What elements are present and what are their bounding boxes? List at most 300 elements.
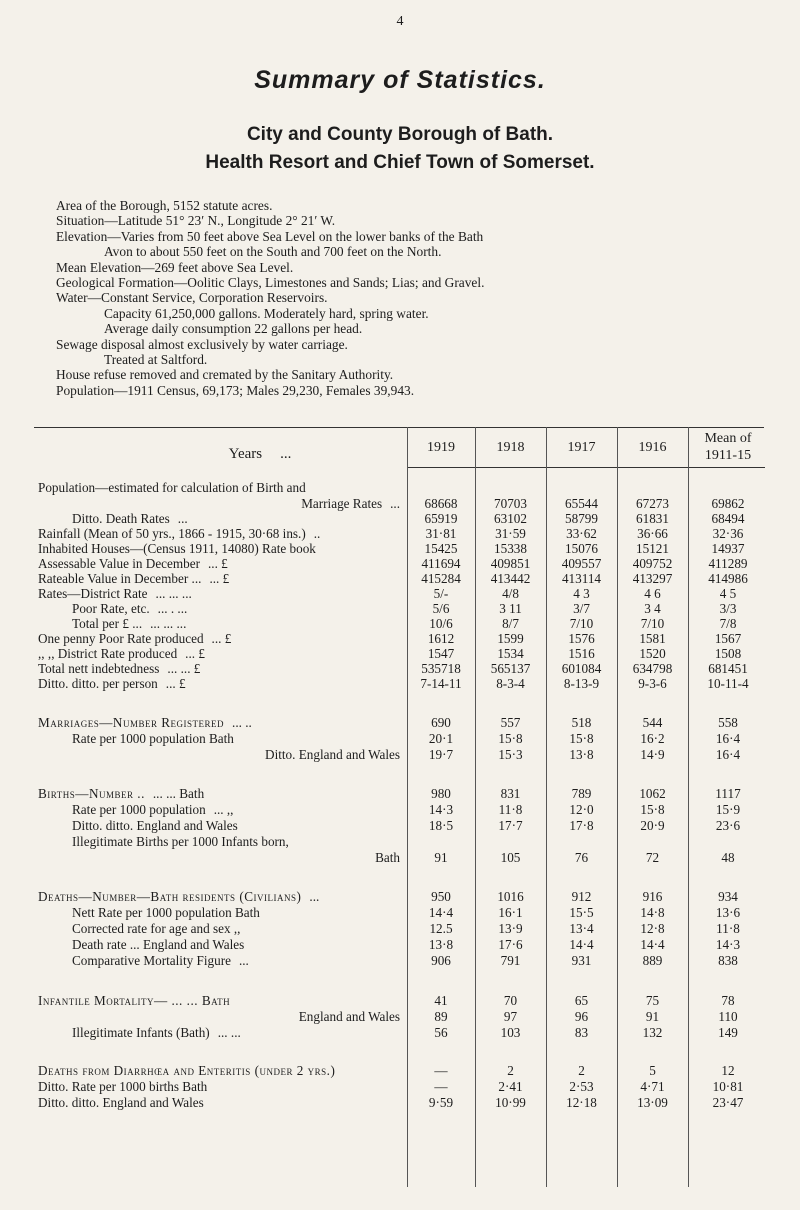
table-cell: 690 [431, 715, 451, 730]
table-cell: 75 [645, 993, 660, 1008]
table-row [0, 1079, 800, 1095]
intro-line: Area of the Borough, 5152 statute acres. [56, 198, 273, 213]
table-cell: 14·4 [428, 905, 454, 920]
table-row [0, 526, 800, 542]
table-cell: 63102 [494, 511, 527, 526]
row-label [38, 480, 400, 496]
table-cell: 889 [642, 953, 663, 968]
table-row [0, 802, 800, 818]
row-label-dots: ... £ [207, 556, 228, 571]
row-label [38, 661, 400, 677]
table-cell: 70703 [494, 496, 527, 511]
row-label-dots: ... £ [209, 571, 230, 586]
table-cell: 89 [434, 1009, 448, 1024]
row-label-dots: ... ... ... [150, 616, 187, 631]
table-cell: 20·1 [428, 731, 454, 746]
table-cell: 96 [574, 1009, 589, 1024]
table-cell: 9-3-6 [638, 676, 667, 691]
table-cell: 16·1 [498, 905, 523, 920]
table-cell: 14·4 [640, 937, 665, 952]
table-row [0, 1025, 800, 1041]
row-label-dots: ... [390, 496, 400, 511]
intro-line: Situation—Latitude 51° 23′ N., Longitude 2° 21′ W. [56, 213, 336, 229]
table-cell: 61831 [636, 511, 669, 526]
table-cell: 1567 [714, 631, 742, 646]
row-label-dots: ... ... [217, 1025, 241, 1040]
table-cell: 65544 [565, 496, 598, 511]
table-row [0, 747, 800, 763]
table-cell: 23·6 [715, 818, 741, 833]
row-label-text: Deaths—Number—Bath residents (Civilians) [38, 889, 302, 904]
table-cell: 18·5 [428, 818, 454, 833]
row-label-text: Poor Rate, etc. [72, 601, 150, 616]
intro-line: Population—1911 Census, 69,173; Males 29,230, Females 39,943. [56, 382, 415, 398]
table-cell: 15·8 [498, 731, 523, 746]
table-cell: 68494 [711, 511, 745, 526]
table-row [0, 631, 800, 647]
row-label-text: Corrected rate for age and sex ,, [72, 921, 241, 936]
row-label-text: One penny Poor Rate produced [38, 631, 204, 646]
row-label [38, 818, 400, 834]
table-cell: 557 [500, 715, 521, 730]
table-cell: 535718 [421, 661, 461, 676]
table-cell: 931 [571, 953, 592, 968]
row-label [38, 1095, 400, 1111]
table-cell: 12·8 [640, 921, 665, 936]
table-cell: 83 [574, 1025, 589, 1040]
table-row [0, 1041, 800, 1057]
table-cell: 1117 [715, 786, 741, 801]
table-cell: 16·2 [640, 731, 665, 746]
table-cell: 23·47 [712, 1095, 744, 1110]
table-cell: 5/6 [432, 601, 450, 616]
row-label-text: Comparative Mortality Figure [72, 953, 231, 968]
table-cell: 415284 [421, 571, 461, 586]
row-label [38, 541, 400, 557]
table-cell: 10-11-4 [707, 676, 749, 691]
row-label [38, 715, 400, 731]
table-row [0, 496, 800, 512]
table-row [0, 571, 800, 587]
row-label [38, 676, 400, 692]
row-label-dots: .. [313, 526, 321, 541]
table-cell: 980 [431, 786, 451, 801]
table-row [0, 1063, 800, 1079]
table-cell: 14·8 [640, 905, 665, 920]
table-cell: 413114 [561, 571, 602, 586]
row-label [38, 731, 400, 747]
table-cell: 838 [718, 953, 738, 968]
table-row [0, 1009, 800, 1025]
table-top-rule [34, 427, 764, 428]
row-label-text: Deaths from Diarrhœa and Enteritis (under 2 yrs.) [38, 1063, 336, 1078]
table-cell: 58799 [565, 511, 598, 526]
table-row [0, 818, 800, 834]
intro-line: Avon to about 550 feet on the South and 700 feet on the North. [104, 244, 442, 260]
table-cell: 70 [503, 993, 518, 1008]
row-label-text: Total nett indebtedness [38, 661, 160, 676]
table-cell: 14·4 [569, 937, 594, 952]
table-row [0, 993, 800, 1009]
row-label-text: Rates—District Rate [38, 586, 148, 601]
table-cell: 2·41 [498, 1079, 523, 1094]
table-cell: 5/- [433, 586, 449, 601]
intro-line: Sewage disposal almost exclusively by water carriage. [56, 336, 348, 352]
table-row [0, 646, 800, 662]
row-label-dots: ... [238, 953, 249, 968]
years-label: Years [228, 446, 263, 462]
table-cell: 1547 [427, 646, 455, 661]
row-label-dots: ... £ [185, 646, 205, 661]
table-cell: 409557 [561, 556, 602, 571]
table-row [0, 731, 800, 747]
row-label-dots: ... [309, 889, 320, 904]
table-cell: 13·4 [569, 921, 594, 936]
table-cell: 12.5 [429, 921, 453, 936]
table-row [0, 715, 800, 731]
row-label-text: Births—Number .. [38, 786, 145, 801]
table-cell: 409752 [632, 556, 673, 571]
table-row [0, 953, 800, 969]
table-row [0, 691, 800, 707]
row-label-text: Rate per 1000 population [72, 802, 206, 817]
row-label [38, 834, 400, 850]
table-cell: 17·6 [498, 937, 523, 952]
table-cell: 8/7 [502, 616, 519, 631]
row-label-dots: ... . ... [157, 601, 188, 616]
row-label [38, 889, 400, 905]
table-cell: 916 [642, 889, 663, 904]
table-cell: 15·8 [640, 802, 665, 817]
table-row [0, 1095, 800, 1111]
table-cell: 4/8 [502, 586, 519, 601]
table-row [0, 762, 800, 778]
table-cell: 16·4 [715, 731, 741, 746]
row-label-text: Ditto. ditto. England and Wales [72, 818, 238, 833]
table-cell: 56 [434, 1025, 448, 1040]
table-cell: 4 5 [719, 586, 737, 601]
row-label-dots: ... £ [165, 676, 186, 691]
table-cell: 132 [642, 1025, 663, 1040]
table-cell: 91 [645, 1009, 660, 1024]
table-cell: 13·9 [498, 921, 523, 936]
row-label-dots: ... ,, [213, 802, 234, 817]
row-label [38, 646, 400, 662]
table-cell: 413297 [632, 571, 673, 586]
row-label [38, 601, 400, 617]
years-header [120, 446, 400, 463]
row-label-text: ,, ,, District Rate produced [38, 646, 178, 661]
table-cell: 3 4 [644, 601, 661, 616]
table-cell: 831 [500, 786, 521, 801]
table-cell: 8-3-4 [496, 676, 525, 691]
table-row [0, 969, 800, 985]
table-cell: 7-14-11 [420, 676, 462, 691]
table-row [0, 937, 800, 953]
table-cell: 3/3 [719, 601, 737, 616]
row-label-text: Ditto. Rate per 1000 births Bath [38, 1079, 208, 1094]
table-cell: 413442 [490, 571, 531, 586]
table-cell: 12·0 [569, 802, 594, 817]
table-cell: 97 [503, 1009, 518, 1024]
table-cell: 41 [434, 993, 448, 1008]
table-cell: 7/8 [719, 616, 737, 631]
row-label [38, 586, 400, 602]
table-cell: 15121 [636, 541, 669, 556]
table-cell: 934 [718, 889, 738, 904]
intro-line: Average daily consumption 22 gallons per head. [104, 321, 363, 337]
table-cell: 1520 [639, 646, 666, 661]
row-label [38, 1009, 400, 1025]
table-cell: 68668 [424, 496, 458, 511]
table-row [0, 850, 800, 866]
table-cell: 558 [718, 715, 738, 730]
table-cell: 13·6 [715, 905, 741, 920]
table-cell: 17·7 [498, 818, 523, 833]
row-label [38, 953, 400, 969]
table-cell: 544 [642, 715, 663, 730]
table-cell: 565137 [490, 661, 531, 676]
row-label [38, 905, 400, 921]
row-label [38, 1063, 400, 1079]
row-label-text: Illegitimate Infants (Bath) [72, 1025, 210, 1040]
intro-line: Water—Constant Service, Corporation Reservoirs. [56, 290, 328, 306]
row-label [38, 496, 400, 512]
table-cell: — [434, 1063, 448, 1078]
page-number: 4 [396, 14, 404, 29]
table-row [0, 556, 800, 572]
row-label-text: Ditto. England and Wales [265, 747, 400, 762]
table-cell: 409851 [490, 556, 531, 571]
table-cell: 9·59 [428, 1095, 454, 1110]
table-cell: 12·18 [566, 1095, 597, 1110]
table-cell: 7/10 [640, 616, 665, 631]
table-cell: 1516 [568, 646, 595, 661]
row-label [38, 571, 400, 587]
table-cell: 65 [574, 993, 589, 1008]
table-cell: 15·9 [715, 802, 741, 817]
row-label [38, 747, 400, 763]
table-cell: 105 [500, 850, 521, 865]
table-cell: 15425 [424, 541, 458, 556]
table-cell: 15338 [494, 541, 527, 556]
table-cell: 950 [431, 889, 451, 904]
table-cell: 72 [645, 850, 660, 865]
table-row [0, 786, 800, 802]
row-label-text: Inhabited Houses—(Census 1911, 14080) Rate book [38, 541, 316, 556]
table-cell: 5 [649, 1063, 656, 1078]
table-cell: 13·8 [428, 937, 454, 952]
table-cell: 1508 [714, 646, 742, 661]
table-cell: 16·4 [715, 747, 741, 762]
row-label-text: Marriage Rates [301, 496, 383, 511]
years-dots: ... [280, 446, 292, 462]
row-label-text: Total per £ ... [72, 616, 143, 631]
row-label-text: Ditto. Death Rates [72, 511, 170, 526]
table-cell: 4 6 [644, 586, 661, 601]
table-cell: 20·9 [640, 818, 665, 833]
intro-line: Capacity 61,250,000 gallons. Moderately hard, spring water. [104, 305, 429, 321]
table-cell: 17·8 [569, 818, 594, 833]
intro-paragraph [56, 198, 776, 398]
table-cell: 14937 [711, 541, 745, 556]
table-cell: 110 [718, 1009, 738, 1024]
table-cell: 33·62 [566, 526, 597, 541]
table-cell: 3/7 [573, 601, 590, 616]
row-label [38, 993, 400, 1009]
table-cell: 10·81 [712, 1079, 744, 1094]
table-cell: 518 [571, 715, 592, 730]
table-cell: 76 [574, 850, 589, 865]
row-label-text: Ditto. ditto. England and Wales [38, 1095, 204, 1110]
table-cell: 31·59 [495, 526, 526, 541]
table-row [0, 865, 800, 881]
table-cell: 634798 [632, 661, 673, 676]
table-cell: 1576 [568, 631, 595, 646]
table-cell: 13·09 [637, 1095, 668, 1110]
table-row [0, 541, 800, 557]
column-header-1917: 1917 [567, 440, 596, 455]
table-cell: 15·8 [569, 731, 594, 746]
table-cell: 10·99 [495, 1095, 526, 1110]
table-cell: 1016 [497, 889, 524, 904]
table-row [0, 905, 800, 921]
column-header-mean: Mean of 1911-15 [704, 431, 752, 463]
table-cell: 78 [721, 993, 735, 1008]
table-cell: 906 [431, 953, 451, 968]
table-cell: 2 [578, 1063, 585, 1078]
row-label-text: Rateable Value in December ... [38, 571, 202, 586]
row-label [38, 937, 400, 953]
table-cell: 15·3 [498, 747, 523, 762]
column-header-1916: 1916 [638, 440, 667, 455]
table-cell: 69862 [711, 496, 745, 511]
row-label-text: Rate per 1000 population Bath [72, 731, 234, 746]
table-cell: 1062 [639, 786, 666, 801]
row-label-text: Assessable Value in December [38, 556, 200, 571]
intro-line: House refuse removed and cremated by the Sanitary Authority. [56, 367, 394, 383]
table-row [0, 480, 800, 496]
table-row [0, 616, 800, 632]
intro-line: Geological Formation—Oolitic Clays, Limestones and Sands; Lias; and Gravel. [56, 275, 485, 291]
table-cell: 681451 [708, 661, 748, 676]
row-label-text: Rainfall (Mean of 50 yrs., 1866 - 1915, 30·68 ins.) [38, 526, 306, 541]
table-row [0, 676, 800, 692]
row-label-text: Death rate ... England and Wales [72, 937, 245, 952]
table-cell: 10/6 [429, 616, 453, 631]
table-row [0, 834, 800, 850]
table-cell: 1612 [427, 631, 455, 646]
table-cell: 8-13-9 [563, 676, 600, 691]
table-cell: 4 3 [573, 586, 590, 601]
row-label [38, 802, 400, 818]
table-cell: 14·3 [715, 937, 741, 952]
column-header-1919: 1919 [427, 440, 455, 455]
table-cell: 1581 [639, 631, 666, 646]
row-label-text: England and Wales [298, 1009, 400, 1024]
table-cell: 912 [571, 889, 592, 904]
table-cell: 789 [571, 786, 592, 801]
row-label-text: Nett Rate per 1000 population Bath [72, 905, 260, 920]
table-cell: 15076 [565, 541, 598, 556]
table-cell: 65919 [424, 511, 458, 526]
table-cell: 11·8 [716, 921, 740, 936]
table-cell: 103 [500, 1025, 521, 1040]
row-label [38, 1079, 400, 1095]
row-label [38, 526, 400, 542]
table-cell: 3 11 [499, 601, 522, 616]
table-row [0, 921, 800, 937]
row-label-text: Infantile Mortality— ... ... Bath [38, 993, 231, 1008]
page-title: Summary of Statistics. [254, 66, 546, 94]
table-cell: 1599 [497, 631, 524, 646]
table-cell: 32·36 [712, 526, 744, 541]
table-row [0, 511, 800, 527]
table-cell: 12 [721, 1063, 735, 1078]
table-row [0, 586, 800, 602]
row-label-text: Marriages—Number Registered [38, 715, 225, 730]
table-cell: 11·8 [498, 802, 523, 817]
table-header-rule [407, 467, 765, 468]
row-label-dots: ... ... ... [155, 586, 192, 601]
table-cell: 149 [718, 1025, 738, 1040]
table-cell: 15·5 [569, 905, 594, 920]
intro-line: Treated at Saltford. [104, 352, 208, 368]
column-header-1918: 1918 [496, 440, 525, 455]
row-label [38, 786, 400, 802]
row-label [38, 921, 400, 937]
row-label-text: Bath [375, 850, 400, 865]
table-row [0, 661, 800, 677]
table-cell: 14·3 [428, 802, 454, 817]
table-cell: — [434, 1079, 448, 1094]
row-label-dots: ... [177, 511, 188, 526]
row-label [38, 511, 400, 527]
row-label-dots: ... ... Bath [152, 786, 205, 801]
row-label-text: Ditto. ditto. per person [38, 676, 158, 691]
table-cell: 91 [434, 850, 448, 865]
table-cell: 601084 [561, 661, 602, 676]
table-cell: 48 [721, 850, 735, 865]
table-cell: 67273 [636, 496, 669, 511]
row-label [38, 850, 400, 866]
table-cell: 14·9 [640, 747, 665, 762]
intro-line: Elevation—Varies from 50 feet above Sea Level on the lower banks of the Bath [56, 228, 484, 244]
table-cell: 31·81 [425, 526, 457, 541]
row-label [38, 616, 400, 632]
intro-line: Mean Elevation—269 feet above Sea Level. [56, 259, 294, 275]
table-row [0, 601, 800, 617]
table-cell: 19·7 [428, 747, 454, 762]
table-cell: 2·53 [569, 1079, 594, 1094]
table-cell: 414986 [708, 571, 748, 586]
table-cell: 1534 [497, 646, 524, 661]
table-row [0, 889, 800, 905]
table-cell: 791 [500, 953, 521, 968]
row-label-text: Population—estimated for calculation of Birth and [38, 480, 306, 495]
row-label-dots: ... £ [211, 631, 232, 646]
table-cell: 36·66 [637, 526, 668, 541]
table-cell: 2 [507, 1063, 514, 1078]
table-cell: 13·8 [569, 747, 594, 762]
table-cell: 411289 [708, 556, 748, 571]
row-label [38, 631, 400, 647]
subtitle-resort: Health Resort and Chief Town of Somerset. [205, 152, 595, 173]
row-label-text: Illegitimate Births per 1000 Infants born, [72, 834, 289, 849]
row-label [38, 556, 400, 572]
table-cell: 411694 [421, 556, 461, 571]
table-cell: 7/10 [569, 616, 594, 631]
